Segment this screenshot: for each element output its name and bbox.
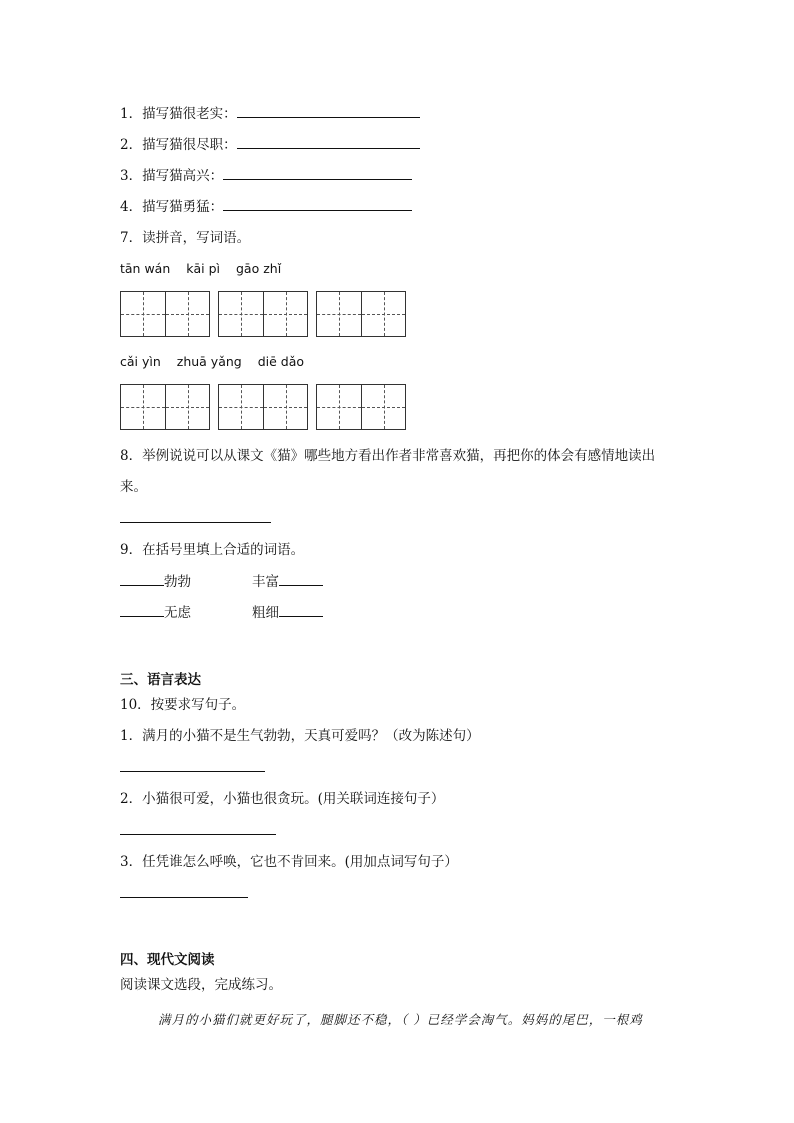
q9-item-1 bbox=[120, 571, 191, 592]
q9-word-1: 勃勃 bbox=[164, 574, 191, 590]
q6-item-4-text: 4．描写猫勇猛： bbox=[120, 199, 224, 215]
answer-blank[interactable] bbox=[237, 103, 420, 118]
answer-blank[interactable] bbox=[223, 196, 412, 211]
q9-item-2 bbox=[252, 571, 323, 592]
q8-line-2: 来。 bbox=[120, 479, 147, 495]
q8-line-1: 8．举例说说可以从课文《猫》哪些地方看出作者非常喜欢猫，再把你的体会有感情地读出 bbox=[120, 448, 656, 464]
writing-grid[interactable] bbox=[218, 384, 308, 430]
pinyin-4: cǎi yìn bbox=[120, 354, 161, 369]
q9-word-3: 无虑 bbox=[164, 605, 191, 621]
answer-blank[interactable] bbox=[279, 602, 323, 617]
writing-grid[interactable] bbox=[316, 291, 406, 337]
answer-line[interactable] bbox=[120, 771, 265, 772]
q6-item-1 bbox=[120, 103, 420, 124]
q10-sentence-1: 1．满月的小猫不是生气勃勃，天真可爱吗？（改为陈述句） bbox=[120, 728, 480, 744]
writing-grid[interactable] bbox=[316, 384, 406, 430]
q7-pinyin-row-1 bbox=[120, 260, 293, 278]
writing-grid[interactable] bbox=[120, 291, 210, 337]
q9-word-4: 粗细 bbox=[252, 605, 279, 621]
pinyin-2: kāi pì bbox=[186, 261, 221, 276]
q6-item-3-text: 3．描写猫高兴： bbox=[120, 168, 224, 184]
answer-line[interactable] bbox=[120, 522, 271, 523]
answer-line[interactable] bbox=[120, 834, 276, 835]
section-3-heading: 三、语言表达 bbox=[120, 672, 201, 688]
answer-blank[interactable] bbox=[237, 134, 420, 149]
answer-blank[interactable] bbox=[279, 571, 323, 586]
pinyin-5: zhuā yǎng bbox=[176, 354, 242, 369]
q6-item-1-text: 1．描写猫很老实： bbox=[120, 106, 237, 122]
q6-item-4 bbox=[120, 196, 412, 217]
writing-grid[interactable] bbox=[218, 291, 308, 337]
pinyin-6: diē dǎo bbox=[257, 354, 305, 369]
answer-line[interactable] bbox=[120, 897, 248, 898]
q6-item-3 bbox=[120, 165, 412, 186]
q10-sentence-3: 3．任凭谁怎么呼唤，它也不肯回来。(用加点词写句子） bbox=[120, 854, 458, 870]
q9-item-3 bbox=[120, 602, 191, 623]
answer-blank[interactable] bbox=[120, 602, 164, 617]
writing-grid[interactable] bbox=[120, 384, 210, 430]
q9-word-2: 丰富 bbox=[252, 574, 279, 590]
section-4-heading: 四、现代文阅读 bbox=[120, 952, 215, 968]
reading-instruction: 阅读课文选段，完成练习。 bbox=[120, 977, 282, 993]
pinyin-1: tān wán bbox=[120, 261, 171, 276]
q10-sentence-2: 2．小猫很可爱，小猫也很贪玩。(用关联词连接句子） bbox=[120, 791, 445, 807]
q6-item-2 bbox=[120, 134, 420, 155]
pinyin-3: gāo zhǐ bbox=[236, 261, 282, 276]
q7-title: 7．读拼音，写词语。 bbox=[120, 230, 251, 246]
answer-blank[interactable] bbox=[223, 165, 412, 180]
reading-passage: 满月的小猫们就更好玩了，腿脚还不稳，（ ）已经学会淘气。妈妈的尾巴，一根鸡 bbox=[158, 1012, 643, 1027]
q6-item-2-text: 2．描写猫很尽职： bbox=[120, 137, 237, 153]
q9-item-4 bbox=[252, 602, 323, 623]
q7-pinyin-row-2 bbox=[120, 353, 316, 371]
answer-blank[interactable] bbox=[120, 571, 164, 586]
q9-title: 9．在括号里填上合适的词语。 bbox=[120, 542, 305, 558]
q10-title: 10．按要求写句子。 bbox=[120, 697, 246, 713]
